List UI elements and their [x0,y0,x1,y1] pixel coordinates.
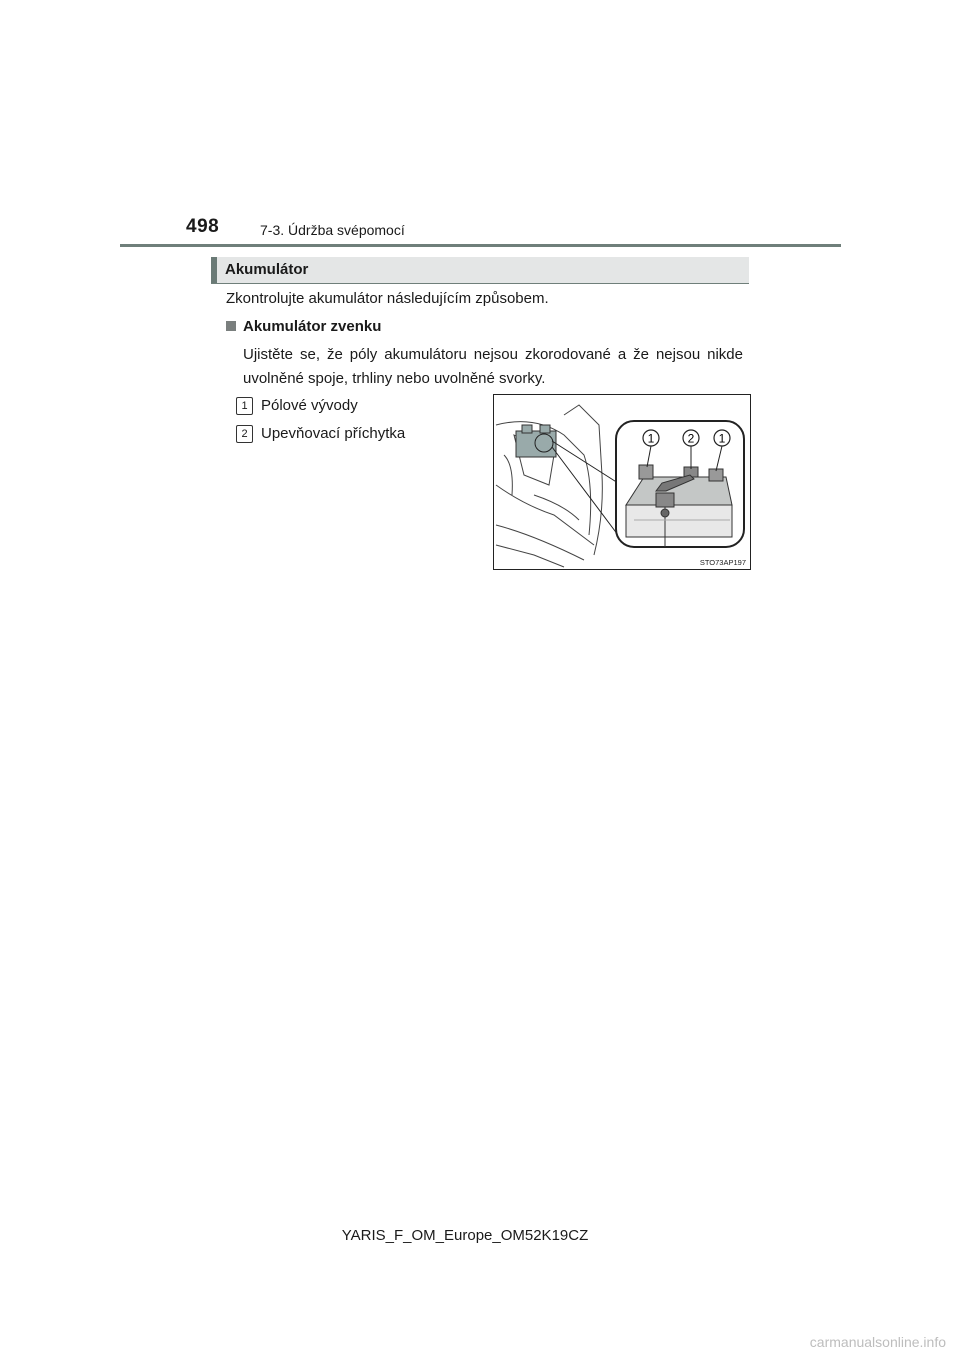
legend-item [236,425,405,443]
callout-1-right: 1 [718,431,726,446]
header-section-title: 7-3. Údržba svépomocí [260,222,405,238]
section-heading-bar [211,257,749,284]
legend-label: Pólové vývody [261,397,358,414]
section-title: Akumulátor [225,261,309,278]
callout-markers [643,430,730,446]
callout-2: 2 [687,431,695,446]
legend-number-badge: 1 [236,397,253,415]
battery-illustration [493,394,751,570]
engine-bay-drawing [494,395,750,569]
bullet-square-icon [226,321,236,331]
legend-item [236,397,358,415]
watermark: carmanualsonline.info [809,1334,946,1350]
intro-text: Zkontrolujte akumulátor následujícím způsobem. [226,290,549,307]
subheading [226,318,381,335]
header-rule [120,244,841,247]
footer-document-id: YARIS_F_OM_Europe_OM52K19CZ [341,1227,589,1244]
small-battery [516,425,556,457]
section-accent [211,257,217,283]
legend-number-badge: 2 [236,425,253,443]
figure-code: STO73AP197 [699,558,746,567]
callout-1-left: 1 [647,431,655,446]
body-paragraph: Ujistěte se, že póly akumulátoru nejsou zkorodované a že nejsou nikde uvolněné spoje, trhliny nebo uvolněné svorky. [243,346,743,387]
legend-label: Upevňovací příchytka [261,425,406,442]
battery-detail [626,465,732,547]
page-number: 498 [186,216,220,237]
subheading-label: Akumulátor zvenku [243,318,382,335]
